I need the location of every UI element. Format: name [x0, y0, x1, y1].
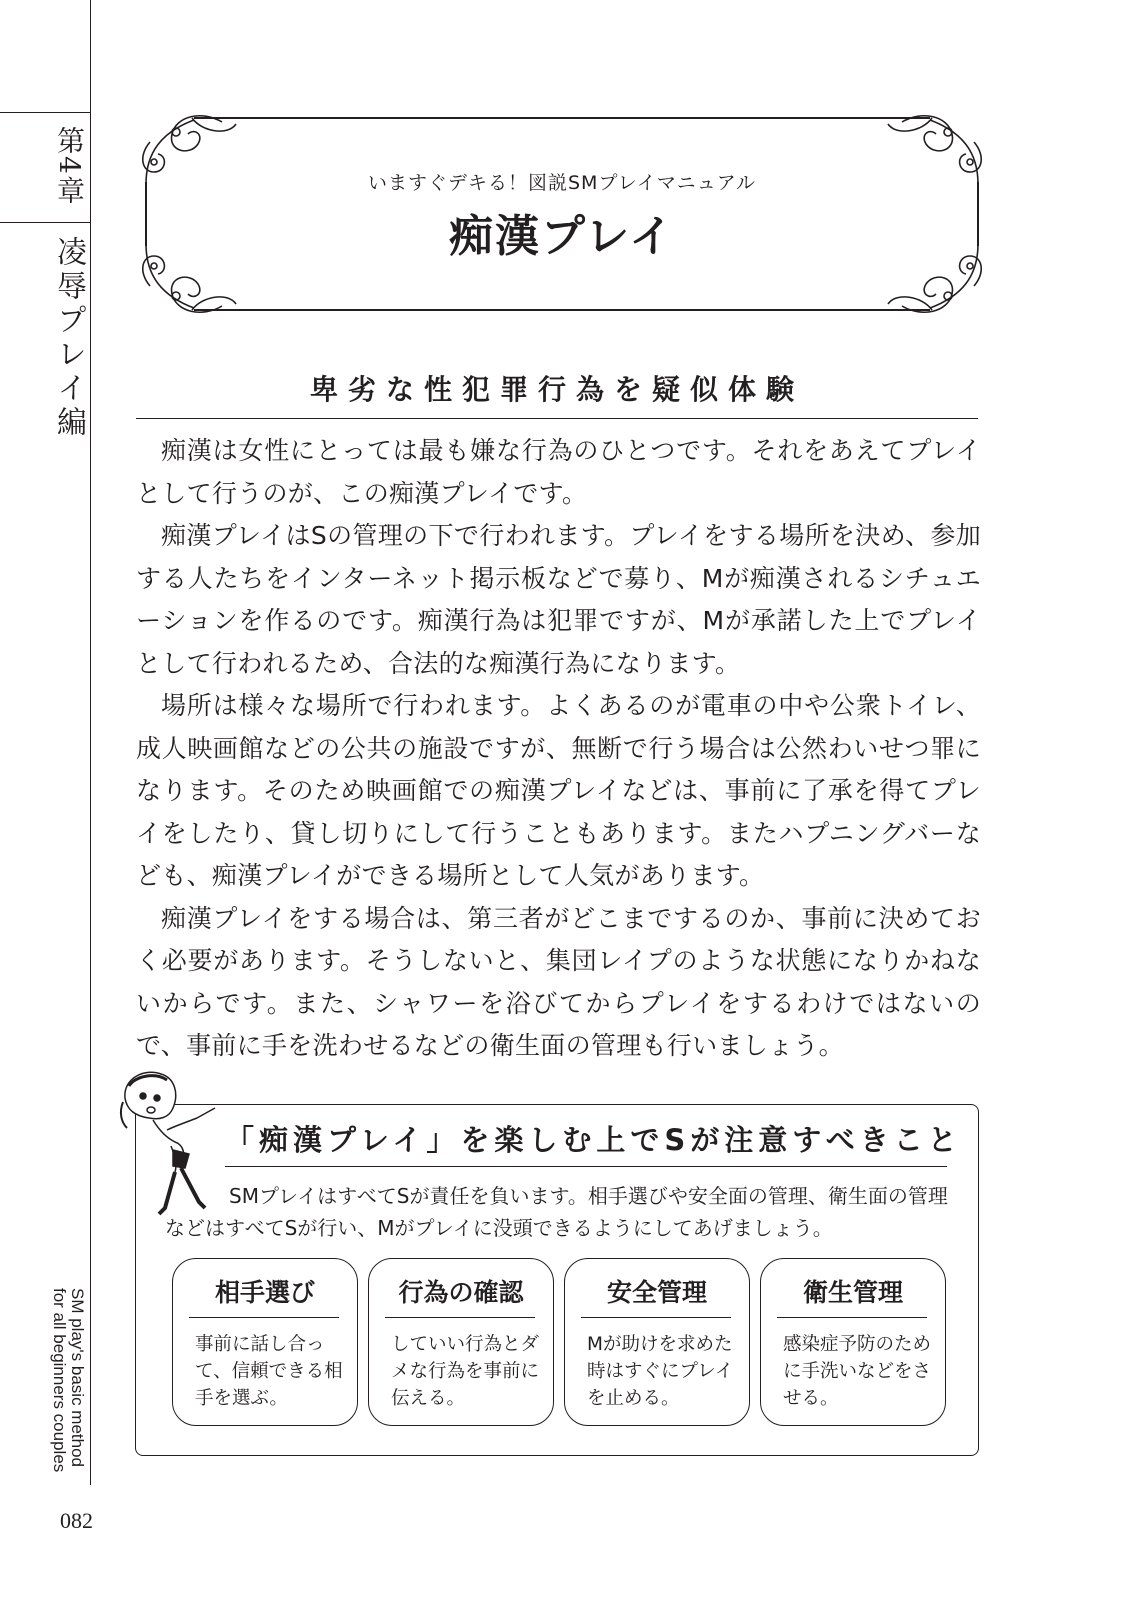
section-label: 凌辱プレイ編: [51, 236, 86, 440]
subheading-rule: [136, 418, 978, 419]
paragraph: 痴漢は女性にとっては最も嫌な行為のひとつです。それをあえてプレイとして行うのが、この痴漢プレイです。: [136, 436, 981, 508]
body-text: [136, 430, 981, 1068]
tip-card-text: 感染症予防のために手洗いなどをさせる。: [783, 1334, 932, 1409]
tip-card-text: していい行為とダメな行為を事前に伝える。: [391, 1334, 540, 1409]
margin-tab-rule-mid: [0, 222, 90, 223]
english-tagline-line2: for all beginners couples: [50, 1288, 69, 1473]
paragraph: 痴漢プレイをする場合は、第三者がどこまでするのか、事前に決めておく必要があります。そうしないと、集団レイプのような状態になりかねないからです。また、シャワーを浴びてからプレイをするわけではないので、事前に手を洗わせるなどの衛生面の管理も行いましょう。: [136, 903, 981, 1060]
tips-title: 「痴漢プレイ」を楽しむ上でSが注意すべきこと: [225, 1123, 962, 1157]
page-title: 痴漢プレイ: [448, 211, 676, 262]
tip-card: [172, 1258, 358, 1426]
tips-title-rule: [225, 1166, 947, 1167]
tip-card-text: Mが助けを求めた時はすぐにプレイを止める。: [587, 1334, 734, 1409]
tip-card-text: 事前に話し合って、信頼できる相手を選ぶ。: [195, 1334, 343, 1409]
chapter-label: 第4章: [53, 126, 86, 206]
series-kicker: いますぐデキる！図説SMプレイマニュアル: [368, 172, 756, 194]
tip-card: [564, 1258, 750, 1426]
tip-card-title: 行為の確認: [398, 1278, 524, 1307]
tip-card-title: 安全管理: [606, 1278, 707, 1307]
margin-tab-rule-top: [0, 112, 90, 113]
tip-card-rule: [777, 1317, 927, 1318]
paragraph: 場所は様々な場所で行われます。よくあるのが電車の中や公衆トイレ、成人映画館などの公共の施設ですが、無断で行う場合は公然わいせつ罪になります。そのため映画館での痴漢プレイなどは、事前に了承を得てプレイをしたり、貸し切りにして行うこともあります。またハプニングバーなども、痴漢プレイができる場所として人気があります。: [136, 691, 981, 890]
english-tagline: [48, 1288, 86, 1488]
tip-card-title: 相手選び: [214, 1278, 315, 1307]
paragraph: 痴漢プレイはSの管理の下で行われます。プレイをする場所を決め、参加する人たちをインターネット掲示板などで募り、Mが痴漢されるシチュエーションを作るのです。痴漢行為は犯罪ですが、Mが承諾した上でプレイとして行われるため、合法的な痴漢行為になります。: [136, 521, 981, 678]
tip-card-title: 衛生管理: [802, 1278, 903, 1307]
tip-card: [368, 1258, 554, 1426]
tips-body: SMプレイはすべてSが責任を負います。相手選びや安全面の管理、衛生面の管理などはすべてSが行い、Mがプレイに没頭できるようにしてあげましょう。: [165, 1184, 948, 1240]
subheading: 卑劣な性犯罪行為を疑似体験: [309, 373, 804, 406]
english-tagline-line1: SM play's basic method: [68, 1288, 87, 1467]
tip-card-rule: [581, 1317, 731, 1318]
tip-card-rule: [385, 1317, 535, 1318]
tip-card: [760, 1258, 946, 1426]
tip-card-rule: [189, 1317, 339, 1318]
page-number: 082: [60, 1508, 93, 1533]
margin-rule: [90, 0, 91, 1485]
